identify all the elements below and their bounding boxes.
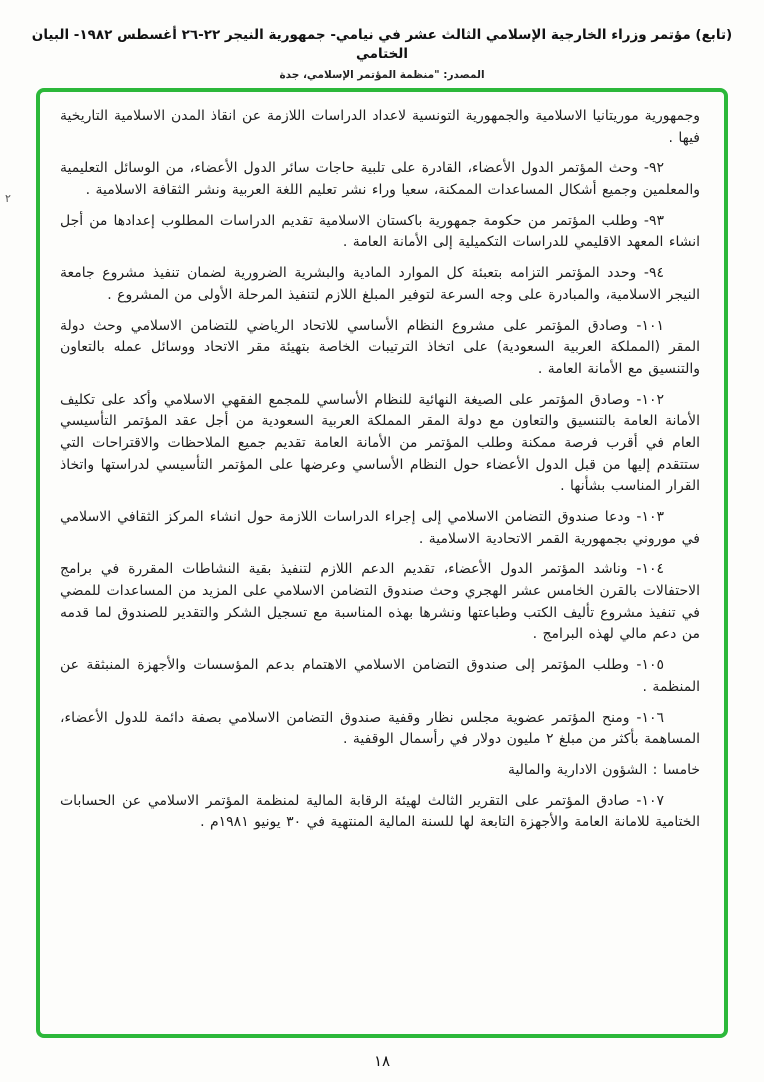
paragraph-94: ٩٤- وحدد المؤتمر التزامه بتعبئة كل الموارد المادية والبشرية الضرورية لضمان تنفيذ مشروع جامعة النيجر الاسلامية، والمبادرة على وجه السرعة لتوفير المبلغ اللازم لتنفيذ المرحلة الأولى من المشروع . [60,265,700,303]
paragraph-107: ١٠٧- صادق المؤتمر على التقرير الثالث لهيئة الرقابة المالية لمنظمة المؤتمر الاسلامي عن الحسابات الختامية للامانة العامة والأجهزة التابعة لها للسنة المالية المنتهية في ٣٠ يونيو ١٩٨١م . [60,792,700,831]
margin-annotation: ٢ [5,192,11,205]
paragraph-102: ١٠٢- وصادق المؤتمر على الصيغة النهائية للنظام الأساسي للمجمع الفقهي الاسلامي وأكد على تكليف الأمانة العامة بالتنسيق والتعاون مع دولة المقر المملكة العربية السعودية من أجل عقد المؤتمر التأسيسي العام في أقرب فرصة ممكنة وطلب المؤتمر من الأمانة العامة تقديم جميع الملاحظات والاقتراحات التي ستتقدم إليها من قبل الدول الأعضاء حول النظام الأساسي وعرضها على المؤتمر التأسيسي لدراستها واتخاذ القرار المناسب بشأنها . [60,391,700,495]
paragraph-103: ١٠٣- ودعا صندوق التضامن الاسلامي إلى إجراء الدراسات اللازمة حول انشاء المركز الثقافي الاسلامي في موروني بجمهورية القمر الاتحادية الاسلامية . [60,509,700,547]
paragraph-105: ١٠٥- وطلب المؤتمر إلى صندوق التضامن الاسلامي الاهتمام بدعم المؤسسات والأجهزة المنبثقة عن المنظمة . [60,657,700,695]
paragraph-92: ٩٢- وحث المؤتمر الدول الأعضاء، القادرة على تلبية حاجات سائر الدول الأعضاء، من الوسائل التعليمية والمعلمين وجميع أشكال المساعدات الممكنة، سعيا وراء نشر تعليم اللغة العربية ونشر الثقافة الاسلامية . [60,160,700,199]
content-box [36,88,728,1038]
source-line: المصدر: "منظمة المؤتمر الإسلامي، جدة [279,68,485,81]
page-title: (تابع) مؤتمر وزراء الخارجية الإسلامي الثالث عشر في نيامي- جمهورية النيجر ٢٢-٢٦ أغسطس ١٩٨٢- البيان الختامي [31,27,733,62]
paragraph-continuation: وجمهورية موريتانيا الاسلامية والجمهورية التونسية لاعداد الدراسات اللازمة عن انقاذ المدن الاسلامية التاريخية فيها . [60,108,700,146]
page-number: ١٨ [373,1052,391,1070]
paragraph-101: ١٠١- وصادق المؤتمر على مشروع النظام الأساسي للاتحاد الرياضي للتضامن الاسلامي وحث دولة المقر (المملكة العربية السعودية) على اتخاذ الترتيبات الخاصة بتهيئة مقر الاتحاد ووسائل عمله بالتعاون والتنسيق مع الأمانة العامة . [60,317,700,377]
paragraph-106: ١٠٦- ومنح المؤتمر عضوية مجلس نظار وقفية صندوق التضامن الاسلامي بصفة دائمة للدول الأعضاء، المساهمة بأكثر من مبلغ ٢ مليون دولار في رأسمال الوقفية . [60,709,700,748]
paragraph-104: ١٠٤- وناشد المؤتمر الدول الأعضاء، تقديم الدعم اللازم لتنفيذ بقية النشاطات المقررة في برامج الاحتفالات بالقرن الخامس عشر الهجري وحث صندوق التضامن الاسلامي على المزيد من المساعدات للمضي في تنفيذ مشروع تأليف الكتب وطباعتها ونشرها بهذه المناسبة مع تسجيل الشكر والتقدير للصندوق لما قدمه من دعم مالي لهذه البرامج . [60,561,700,643]
section-heading-admin-finance: خامسا : الشؤون الادارية والمالية [507,761,700,778]
page-header [0,0,764,81]
paragraph-93: ٩٣- وطلب المؤتمر من حكومة جمهورية باكستان الاسلامية تقديم الدراسات المطلوب إعدادها من أجل انشاء المعهد الاقليمي للدراسات التكميلية إلى الأمانة العامة . [60,212,700,251]
